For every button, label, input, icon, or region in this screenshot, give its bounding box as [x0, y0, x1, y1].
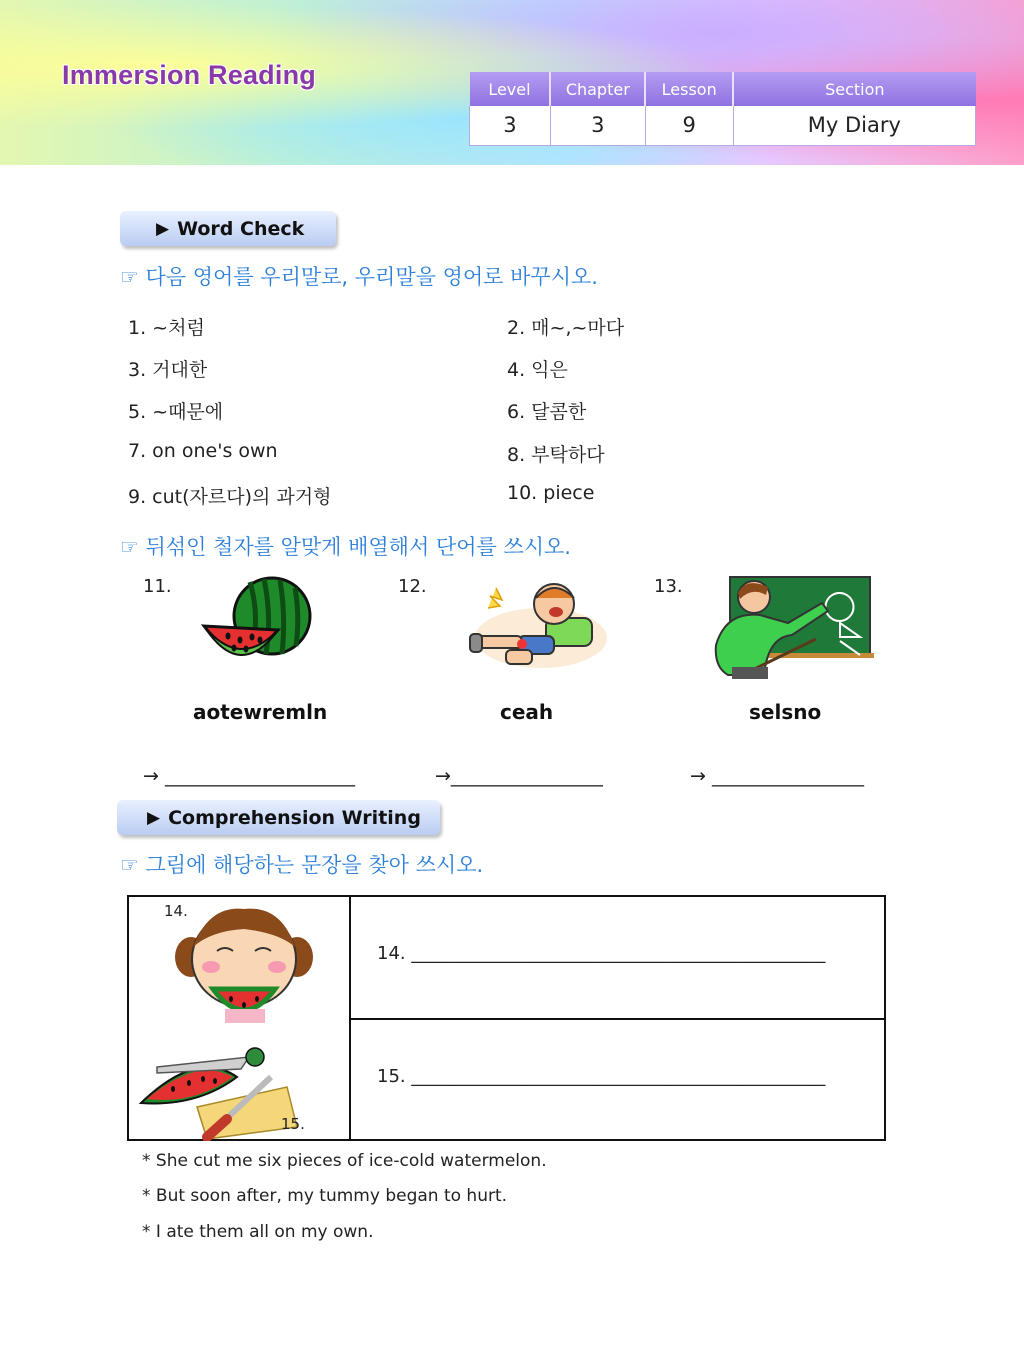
level-value: 3	[470, 106, 551, 145]
lesson-info-table	[469, 72, 976, 146]
col-level: Level	[470, 72, 551, 106]
col-section: Section	[733, 72, 975, 106]
lesson-value: 9	[645, 106, 733, 145]
comprehension-instruction: ☞ 그림에 해당하는 문장을 찾아 쓰시오.	[120, 853, 484, 877]
vocab-item-3: 3. 거대한	[128, 359, 208, 381]
picture-num-14: 14.	[164, 902, 188, 920]
teacher-icon	[712, 575, 874, 679]
vocab-item-9: 9. cut(자르다)의 과거형	[128, 486, 332, 508]
answer-line-13[interactable]: → ________________	[690, 765, 864, 787]
vocab-item-8: 8. 부탁하다	[507, 444, 605, 466]
word-check-header	[120, 211, 336, 246]
vocab-item-10: 10. piece	[507, 482, 595, 504]
triangle-right-icon: ▶	[156, 218, 170, 239]
scramble-num-12: 12.	[398, 576, 427, 597]
scramble-word-12: ceah	[500, 700, 554, 724]
scramble-num-13: 13.	[654, 576, 683, 597]
answer-line-11[interactable]: → ____________________	[143, 765, 355, 787]
sentence-option-1: * She cut me six pieces of ice-cold watermelon.	[142, 1151, 547, 1171]
picture-num-15: 15.	[281, 1115, 305, 1133]
vocab-item-1: 1. ~처럼	[128, 317, 205, 339]
vocab-item-2: 2. 매~,~마다	[507, 317, 625, 339]
comprehension-table	[127, 895, 886, 1141]
section-value: My Diary	[733, 106, 975, 145]
col-chapter: Chapter	[550, 72, 645, 106]
vocab-item-6: 6. 달콤한	[507, 401, 587, 423]
hurt-boy-icon	[466, 578, 608, 672]
answer-line-14[interactable]: 14. ______________________________________________	[377, 943, 826, 964]
brand-title: Immersion Reading	[62, 60, 316, 90]
vocab-item-7: 7. on one's own	[128, 440, 278, 462]
vocab-item-5: 5. ~때문에	[128, 401, 224, 423]
sentence-option-3: * I ate them all on my own.	[142, 1222, 374, 1242]
vocab-item-4: 4. 익은	[507, 359, 568, 381]
comprehension-title: Comprehension Writing	[168, 806, 421, 829]
scramble-num-11: 11.	[143, 576, 172, 597]
triangle-right-icon: ▶	[147, 807, 161, 828]
answer-line-15[interactable]: 15. ______________________________________________	[377, 1066, 826, 1087]
girl-eating-watermelon-icon	[169, 905, 319, 1023]
comprehension-header	[117, 800, 440, 835]
chapter-value: 3	[550, 106, 645, 145]
scramble-instruction: ☞ 뒤섞인 철자를 알맞게 배열해서 단어를 쓰시오.	[120, 535, 571, 559]
scramble-word-13: selsno	[749, 700, 822, 724]
word-check-title: Word Check	[177, 217, 305, 240]
sentence-option-2: * But soon after, my tummy began to hurt.	[142, 1186, 508, 1206]
word-check-instruction: ☞ 다음 영어를 우리말로, 우리말을 영어로 바꾸시오.	[120, 265, 598, 289]
header-banner	[0, 0, 1024, 165]
col-lesson: Lesson	[645, 72, 733, 106]
watermelon-icon	[200, 574, 315, 674]
scramble-word-11: aotewremln	[193, 700, 328, 724]
answer-line-12[interactable]: →________________	[435, 765, 603, 787]
